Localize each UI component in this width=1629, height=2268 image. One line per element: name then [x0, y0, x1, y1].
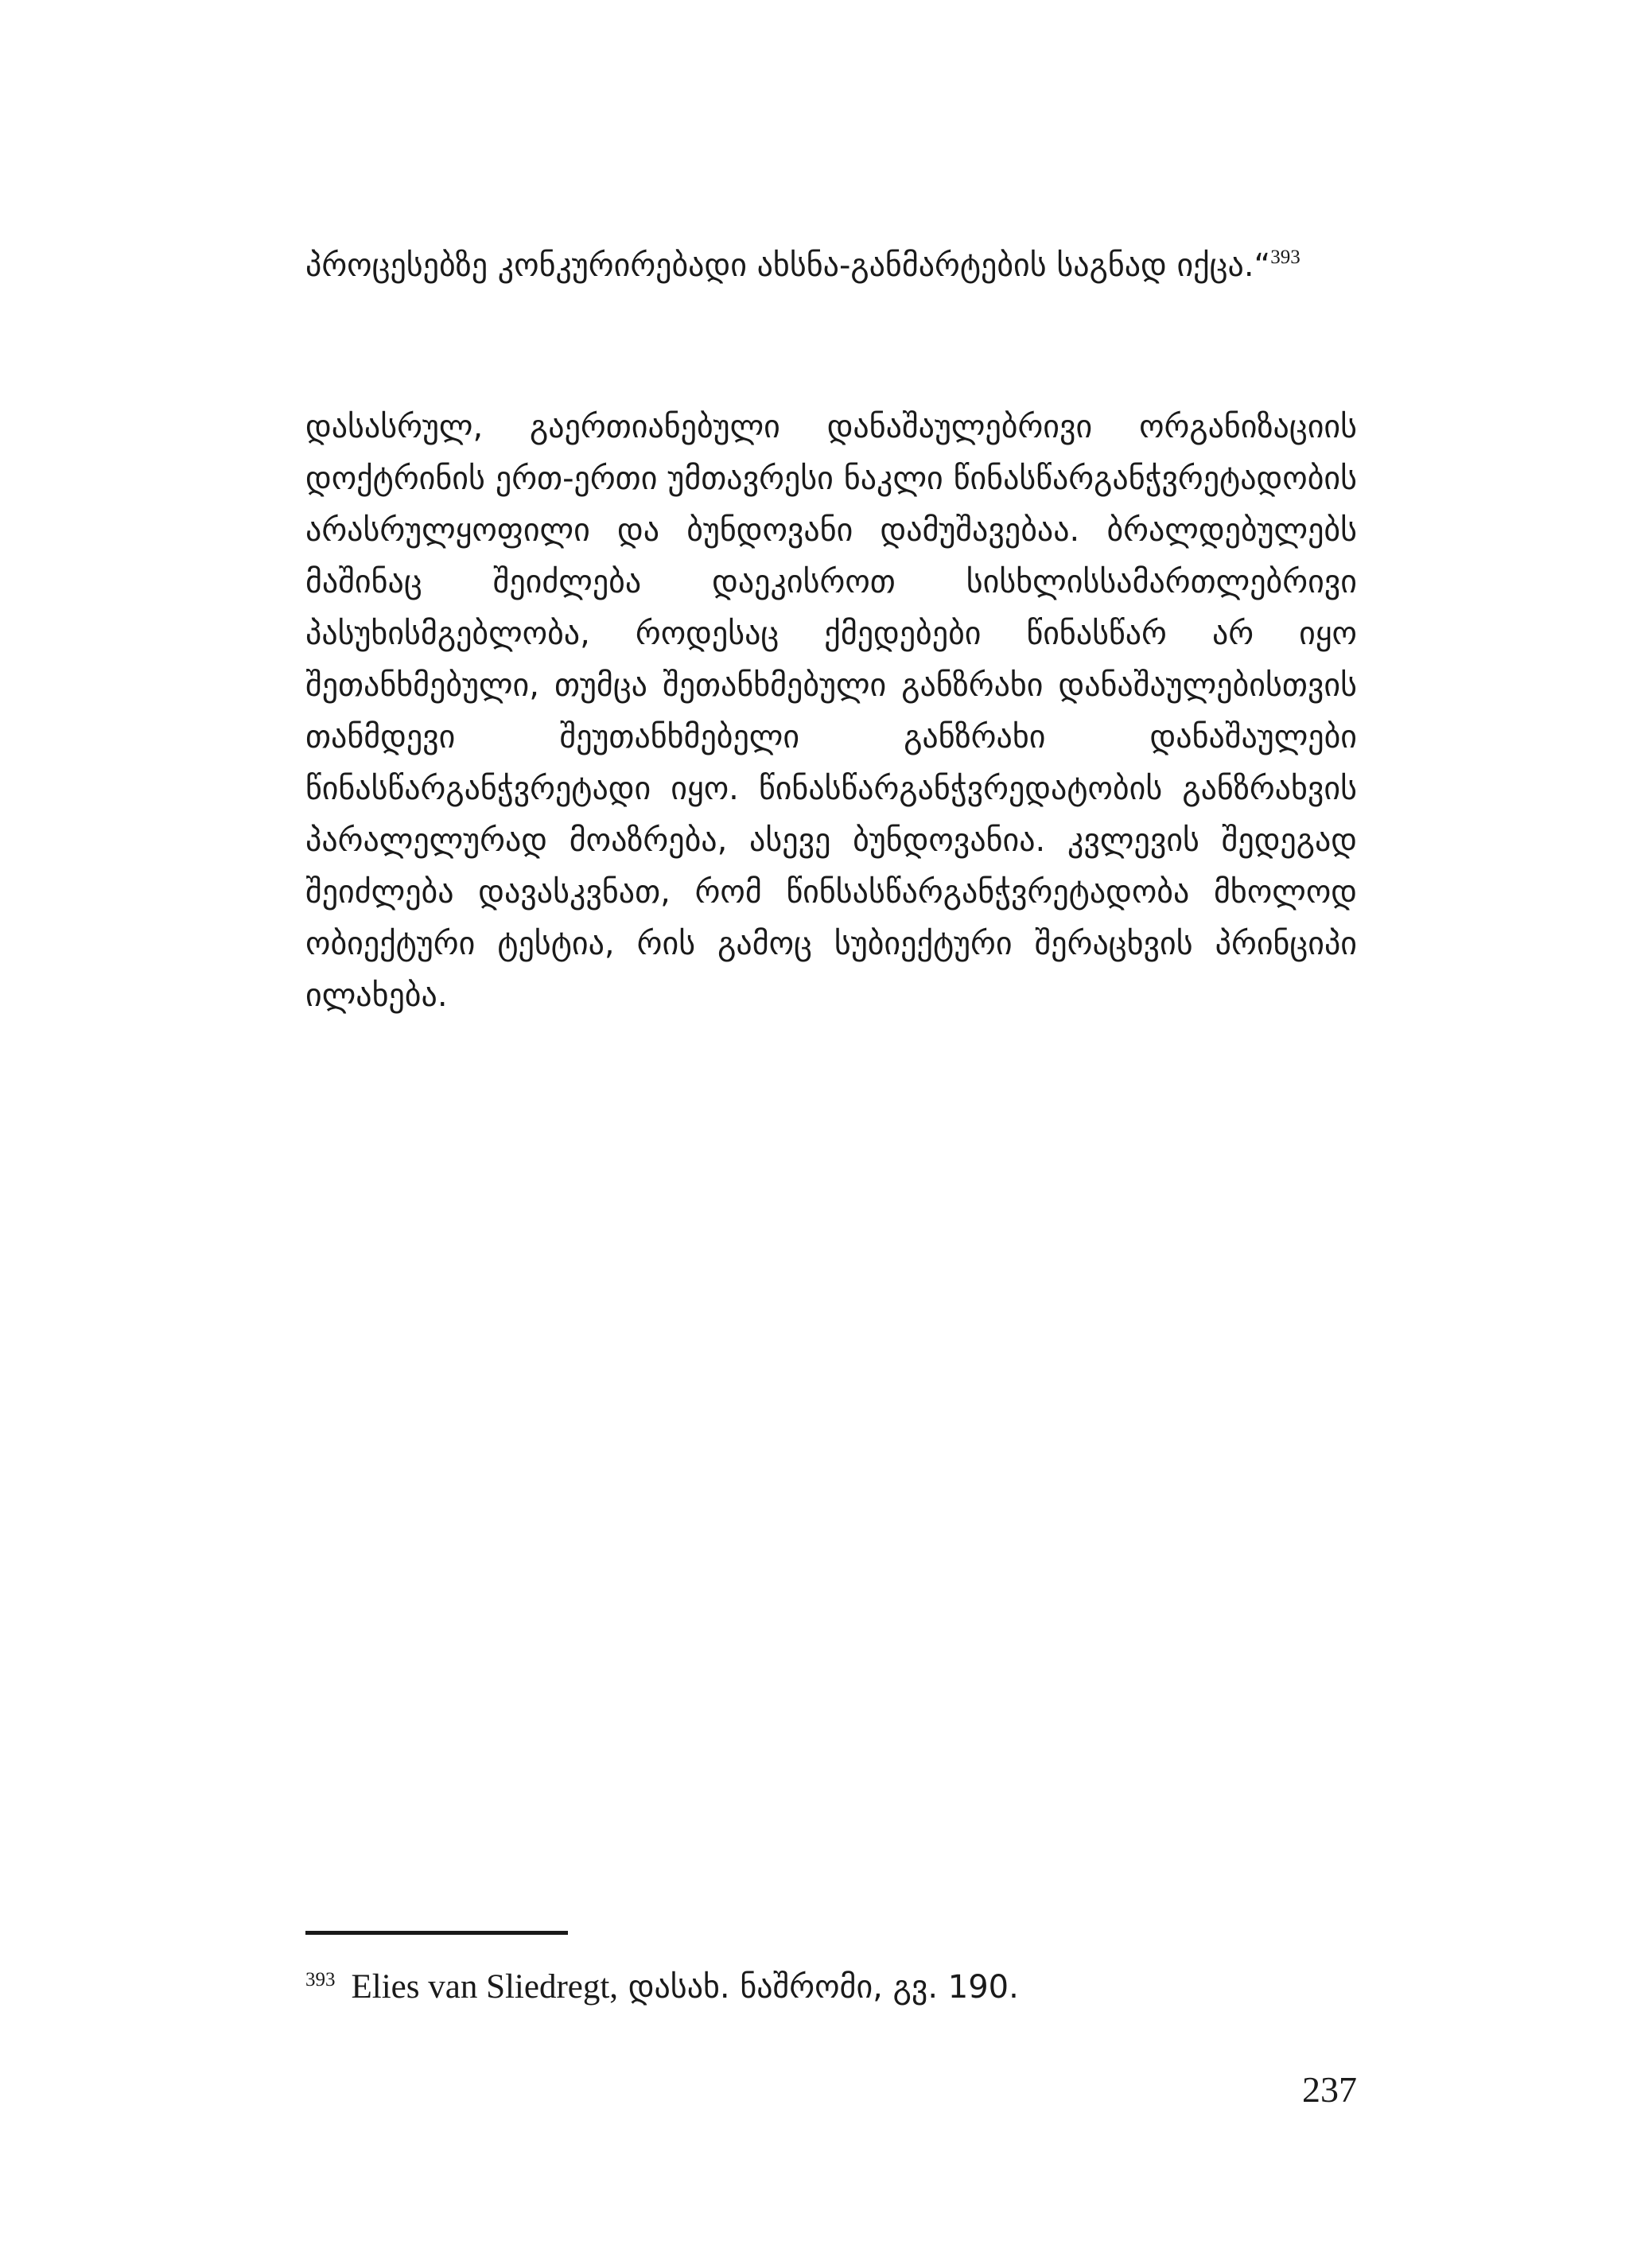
footnote-separator: [305, 1931, 568, 1935]
footnote-number: 393: [305, 1969, 336, 1990]
continued-paragraph: [305, 240, 1357, 292]
footnote-citation: დასახ. ნაშრომი, გვ. 190.: [628, 1969, 1019, 2006]
continued-paragraph-block: [305, 240, 1357, 292]
main-paragraph: დასასრულ, გაერთიანებული დანაშაულებრივი ორგანიზაციის დოქტრინის ერთ-ერთი უმთავრესი ნაკლი წინასწარგანჭვრეტადობის არასრულყოფილი და ბუნდოვანი დამუშავებაა. ბრალდებულებს მაშინაც შეიძლება დაეკისროთ სისხლისსამართლებრივი პასუხისმგებლობა, როდესაც ქმედებები წინასწარ არ იყო შეთანხმებული, თუმცა შეთანხმებული განზრახი დანაშაულებისთვის თანმდევი შეუთანხმებელი განზრახი დანაშაულები წინასწარგანჭვრეტადი იყო. წინასწარგანჭვრედატობის განზრახვის პარალელურად მოაზრება, ასევე ბუნდოვანია. კვლევის შედეგად შეიძლება დავასკვნათ, რომ წინსასწარგანჭვრეტადობა მხოლოდ ობიექტური ტესტია, რის გამოც სუბიექტური შერაცხვის პრინციპი ილახება.: [305, 409, 1357, 1014]
footnote-reference[interactable]: 393: [1270, 247, 1300, 268]
continued-paragraph-text: პროცესებზე კონკურირებადი ახსნა-განმარტების საგნად იქცა.“: [305, 247, 1271, 284]
page-number: 237: [1302, 2069, 1357, 2110]
footnote: [305, 1965, 1357, 2010]
main-paragraph-block: [305, 402, 1357, 1022]
footnote-author: Elies van Sliedregt,: [351, 1968, 619, 2006]
